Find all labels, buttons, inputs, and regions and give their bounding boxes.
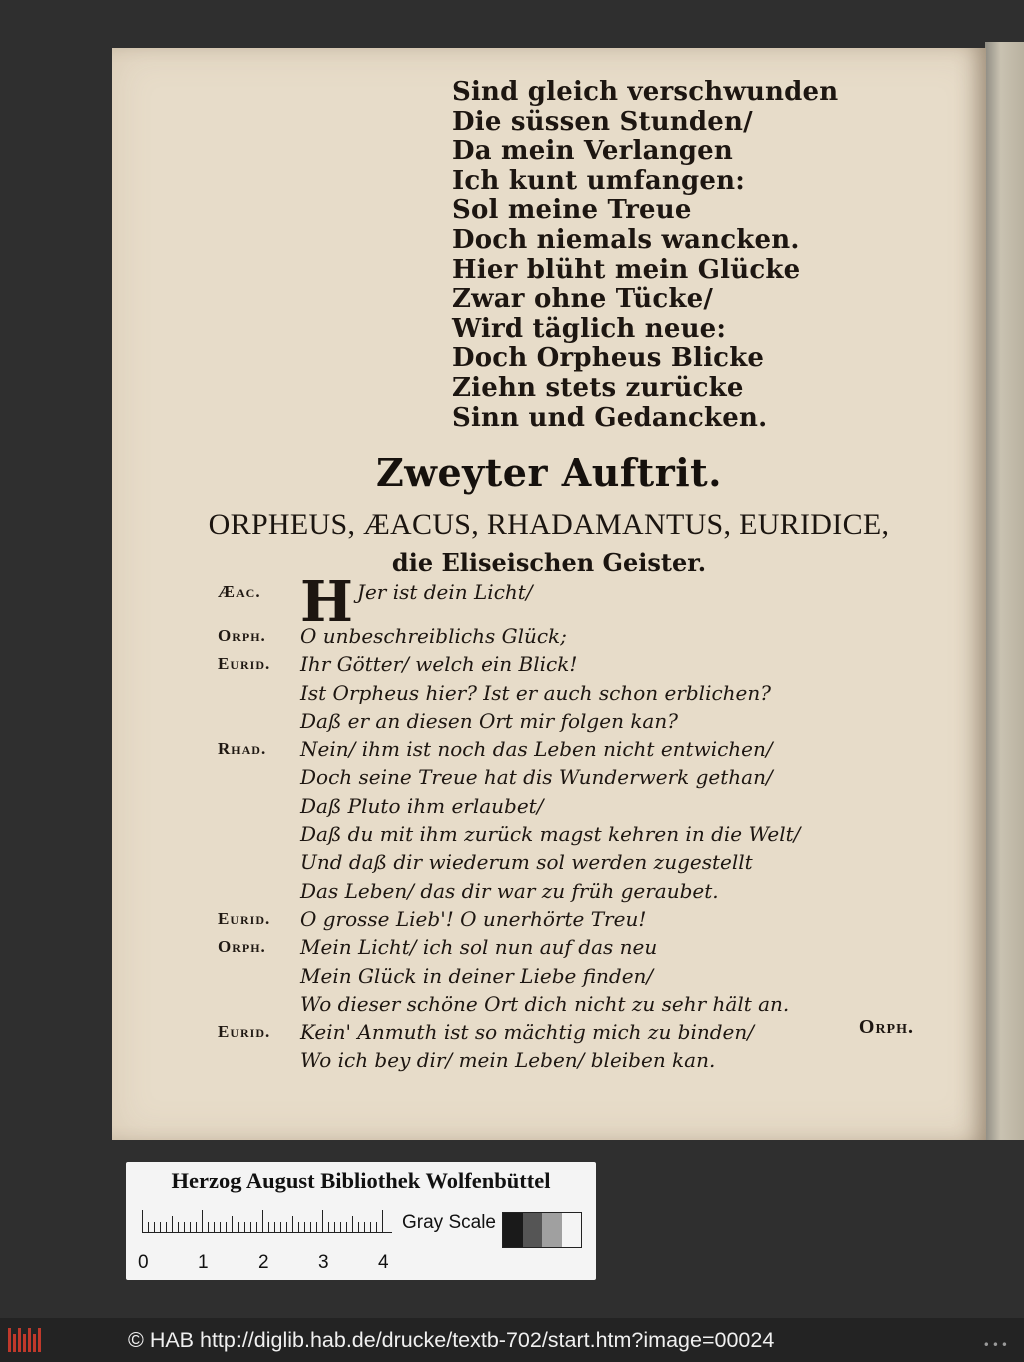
ruler-tick [370, 1222, 371, 1232]
dialogue-block [218, 569, 938, 1075]
verse-line: Sind gleich verschwunden [452, 77, 839, 107]
verse-line: Die süssen Stunden/ [452, 106, 753, 137]
speech-lines [300, 650, 938, 735]
speech-line: O grosse Lieb'! O unerhörte Treu! [300, 906, 647, 931]
footer-copyright-link[interactable]: © HAB http://diglib.hab.de/drucke/textb-702/start.htm?image=00024 [128, 1328, 775, 1352]
ruler-number: 4 [378, 1252, 389, 1273]
speaker-label: Eurid. [218, 654, 271, 674]
ruler-tick [304, 1222, 305, 1232]
speech-line: Daß Pluto ihm erlaubet/ [300, 793, 544, 818]
gray-swatch [523, 1213, 543, 1247]
ruler-tick [208, 1222, 209, 1232]
speaker-label: Orph. [218, 626, 266, 645]
ruler-tick [316, 1222, 317, 1232]
ruler-tick [202, 1210, 203, 1232]
ruler-tick [256, 1222, 257, 1232]
verse-line: Zwar ohne Tücke/ [452, 284, 714, 315]
ruler-baseline [142, 1232, 392, 1233]
speaker-label: Æac. [218, 582, 261, 601]
verse-line: Ich kunt umfangen: [452, 165, 746, 196]
ruler-tick [220, 1222, 221, 1232]
dialogue-turn [218, 735, 938, 905]
verse-line: Ziehn stets zurücke [452, 372, 744, 403]
ruler-tick [334, 1222, 335, 1232]
footer-bar [0, 1318, 1024, 1362]
dialogue-turn [218, 650, 938, 735]
ruler-tick [160, 1222, 161, 1232]
dialogue-turn [218, 933, 938, 1018]
speech-line: O unbeschreiblichs Glück; [300, 624, 567, 648]
speech-line: Wo ich bey dir/ mein Leben/ bleiben kan. [300, 1048, 716, 1073]
speech-line: Und daß dir wiederum sol werden zugestellt [300, 850, 753, 875]
speech-lines [300, 622, 938, 650]
speaker-label: Orph. [218, 937, 266, 957]
gray-swatch [503, 1213, 523, 1247]
verse-line: Sol meine Treue [452, 195, 692, 226]
dialogue-turn [218, 569, 938, 635]
hab-logo-icon [8, 1328, 46, 1352]
ruler-tick [142, 1210, 143, 1232]
speech-line [300, 569, 938, 635]
speech-text: Jer ist dein Licht/ [356, 580, 533, 604]
library-name: Herzog August Bibliothek Wolfenbüttel [171, 1168, 551, 1193]
gray-scale-label: Gray Scale [402, 1212, 496, 1233]
verse-line: Doch Orpheus Blicke [452, 343, 765, 374]
verse-line: Wird täglich neue: [452, 313, 727, 344]
ruler-tick [154, 1222, 155, 1232]
ruler-tick [376, 1222, 377, 1232]
speaker-label: Eurid. [218, 1022, 271, 1042]
facing-page-edge [985, 42, 1024, 1140]
verse-line: Hier blüht mein Glücke [452, 254, 801, 285]
verse-block [452, 78, 838, 433]
more-options-icon[interactable]: ••• [982, 1338, 1010, 1352]
ruler-tick [244, 1222, 245, 1232]
ruler-tick [178, 1222, 179, 1232]
speech-line: Wo dieser schöne Ort dich nicht zu sehr hält an. [300, 991, 790, 1016]
ruler-tick [172, 1216, 173, 1232]
ruler-tick [226, 1222, 227, 1232]
gray-scale-swatches [502, 1212, 582, 1248]
speech-line: Das Leben/ das dir war zu früh geraubet. [300, 878, 719, 903]
color-reference-card [126, 1162, 596, 1280]
ruler-tick [250, 1222, 251, 1232]
gray-swatch [542, 1213, 562, 1247]
cast-subtitle: die Eliseischen Geister. [391, 548, 707, 577]
cast-list: ORPHEUS, ÆACUS, RHADAMANTUS, EURIDICE, [208, 508, 890, 541]
speech-line: Ihr Götter/ welch ein Blick! [300, 652, 578, 677]
dialogue-turn [218, 622, 938, 650]
verse-line: Doch niemals wancken. [452, 224, 800, 255]
ruler-tick [322, 1210, 323, 1232]
speech-line: Daß er an diesen Ort mir folgen kan? [300, 708, 678, 733]
speech-line: Kein' Anmuth ist so mächtig mich zu binden/ [300, 1020, 755, 1045]
speech-line: Nein/ ihm ist noch das Leben nicht entwichen/ [300, 737, 773, 762]
ruler-tick [340, 1222, 341, 1232]
speaker-label: Eurid. [218, 908, 271, 928]
ruler-tick [310, 1222, 311, 1232]
verse-line: Sinn und Gedancken. [452, 402, 768, 433]
book-page [112, 48, 986, 1140]
ruler-tick [190, 1222, 191, 1232]
scene-title: Zweyter Auftrit. [376, 450, 722, 495]
drop-cap: H [300, 569, 353, 635]
ruler-tick [382, 1210, 383, 1232]
gray-swatch [562, 1213, 582, 1247]
speech-lines [300, 569, 938, 635]
ruler-tick [328, 1222, 329, 1232]
ruler-tick [292, 1216, 293, 1232]
speech-lines [300, 1018, 938, 1075]
ruler-tick [268, 1222, 269, 1232]
ruler-tick [148, 1222, 149, 1232]
ruler-tick [238, 1222, 239, 1232]
ruler-tick [358, 1222, 359, 1232]
speech-lines [300, 933, 938, 1018]
ruler-tick [274, 1222, 275, 1232]
ruler-number: 3 [318, 1252, 329, 1273]
ruler-tick [298, 1222, 299, 1232]
dialogue-turn [218, 905, 938, 933]
ruler-tick [346, 1222, 347, 1232]
ruler-number: 2 [258, 1252, 269, 1273]
ruler-tick [196, 1222, 197, 1232]
ruler-tick [352, 1216, 353, 1232]
ruler-tick [280, 1222, 281, 1232]
dialogue-turn [218, 1018, 938, 1075]
ruler-number: 0 [138, 1252, 149, 1273]
speaker-label: Rhad. [218, 739, 267, 759]
ruler-tick [286, 1222, 287, 1232]
ruler-tick [184, 1222, 185, 1232]
speech-line: Mein Glück in deiner Liebe finden/ [300, 963, 654, 988]
speech-line: Ist Orpheus hier? Ist er auch schon erblichen? [300, 680, 771, 705]
speech-line: Doch seine Treue hat dis Wunderwerk gethan/ [300, 765, 773, 790]
ruler-tick [262, 1210, 263, 1232]
ruler [142, 1208, 392, 1238]
catchword: Orph. [858, 1016, 914, 1038]
ruler-tick [364, 1222, 365, 1232]
ruler-tick [232, 1216, 233, 1232]
speech-line: Mein Licht/ ich sol nun auf das neu [300, 935, 658, 960]
speech-lines [300, 905, 938, 933]
speech-line: Daß du mit ihm zurück magst kehren in die Welt/ [300, 822, 801, 847]
ruler-tick [214, 1222, 215, 1232]
ruler-tick [166, 1222, 167, 1232]
verse-line: Da mein Verlangen [452, 136, 734, 167]
speech-lines [300, 735, 938, 905]
ruler-number: 1 [198, 1252, 209, 1273]
